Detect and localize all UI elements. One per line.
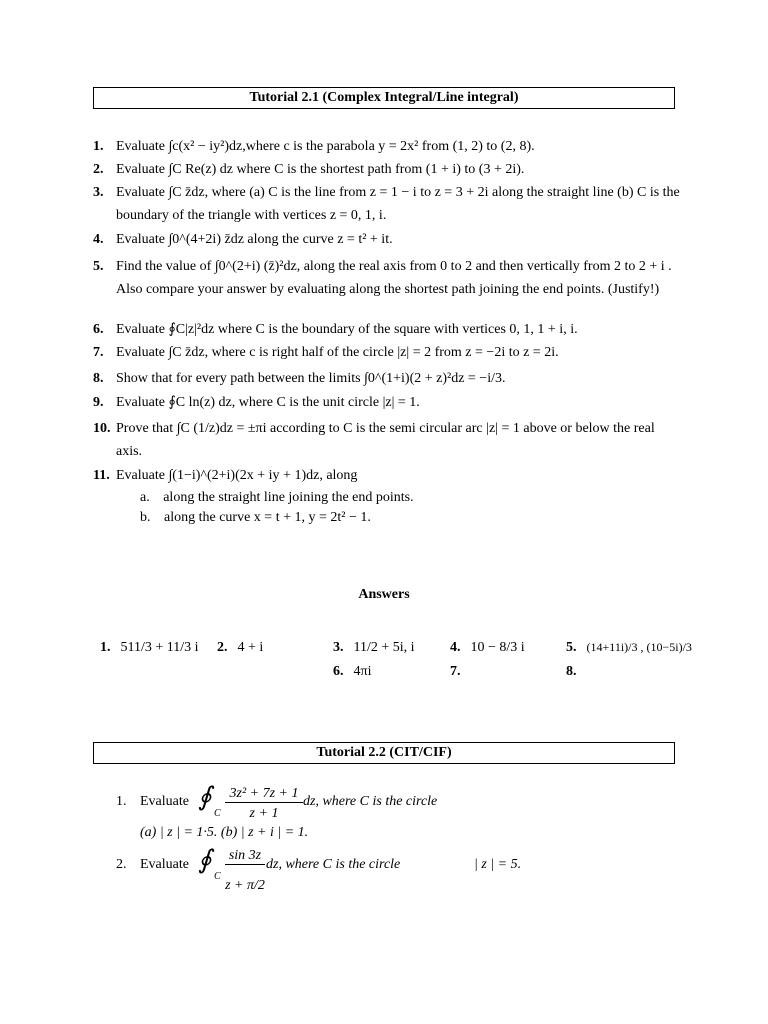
answers-heading: Answers [358,587,410,602]
cit-question-2-number: 2. [116,857,127,872]
cit-question-1-prefix: Evaluate [140,794,189,809]
question-1: 1. Evaluate ∫c(x² − iy²)dz,where c is the parabola y = 2x² from (1, 2) to (2, 8). [93,139,535,154]
cit-q1-suffix: dz, where C is the circle [303,794,438,809]
answer-5: 5. (14+11i)/3 , (10−5i)/3 [566,640,692,655]
question-6: 6. Evaluate ∮C|z|²dz where C is the boundary of the square with vertices 0, 1, 1 + i, i. [93,322,578,337]
question-4: 4. Evaluate ∫0^(4+2i) z̄dz along the curve z = t² + it. [93,232,393,247]
question-5: 5. Find the value of ∫0^(2+i) (z̄)²dz, along the real axis from 0 to 2 and then vertically from 2 to 2 + i . Also compare your answer by evaluating along the shortest path joining the end points. (Justify!) [93,259,672,297]
answer-4: 4. 10 − 8/3 i [450,640,525,655]
question-10: 10. Prove that ∫C (1/z)dz = ±πi according to C is the semi circular arc |z| = 1 above or below the real axis. [93,421,655,459]
question-2: 2. Evaluate ∫C Re(z) dz where C is the shortest path from (1 + i) to (3 + 2i). [93,162,525,177]
question-8: 8. Show that for every path between the limits ∫0^(1+i)(2 + z)²dz = −i/3. [93,371,506,386]
cit-q2-suffix: dz, where C is the circle [266,857,401,872]
contour-label-2: C [214,871,221,882]
cit-question-1-number: 1. [116,794,127,809]
answer-1: 1. 511/3 + 11/3 i [100,640,199,655]
cit-q2-case: | z | = 5. [474,857,522,872]
cit-q1-cases: (a) | z | = 1·5. (b) | z + i | = 1. [140,825,309,840]
tutorial-2-2-title: Tutorial 2.2 (CIT/CIF) [93,742,675,764]
answer-8: 8. [566,664,577,679]
question-7: 7. Evaluate ∫C z̄dz, where c is right half of the circle |z| = 2 from z = −2i to z = 2i. [93,345,559,360]
cit-q2-denominator: z + π/2 [225,878,265,893]
sub-item-b: b. along the curve x = t + 1, y = 2t² − 1. [140,510,371,525]
question-3: 3. Evaluate ∫C z̄dz, where (a) C is the line from z = 1 − i to z = 3 + 2i along the straight line (b) C is the boundary of the triangle with vertices z = 0, 1, i. [93,185,680,223]
question-11: 11. Evaluate ∫(1−i)^(2+i)(2x + iy + 1)dz, along [93,468,358,483]
sub-item-a: a. along the straight line joining the end points. [140,490,414,505]
answer-6: 6. 4πi [333,664,372,679]
contour-integral-symbol-2: ∮ [198,845,212,874]
question-9: 9. Evaluate ∮C ln(z) dz, where C is the unit circle |z| = 1. [93,395,420,410]
contour-label: C [214,808,221,819]
answer-7: 7. [450,664,461,679]
answer-2: 2. 4 + i [217,640,264,655]
contour-integral-symbol: ∮ [198,782,212,811]
answer-3: 3. 11/2 + 5i, i [333,640,415,655]
cit-q2-numerator: sin 3z [225,848,265,865]
cit-q1-denominator: z + 1 [249,806,279,821]
cit-question-2-prefix: Evaluate [140,857,189,872]
tutorial-2-1-title: Tutorial 2.1 (Complex Integral/Line integral) [93,87,675,109]
cit-q1-numerator: 3z² + 7z + 1 [225,786,303,803]
